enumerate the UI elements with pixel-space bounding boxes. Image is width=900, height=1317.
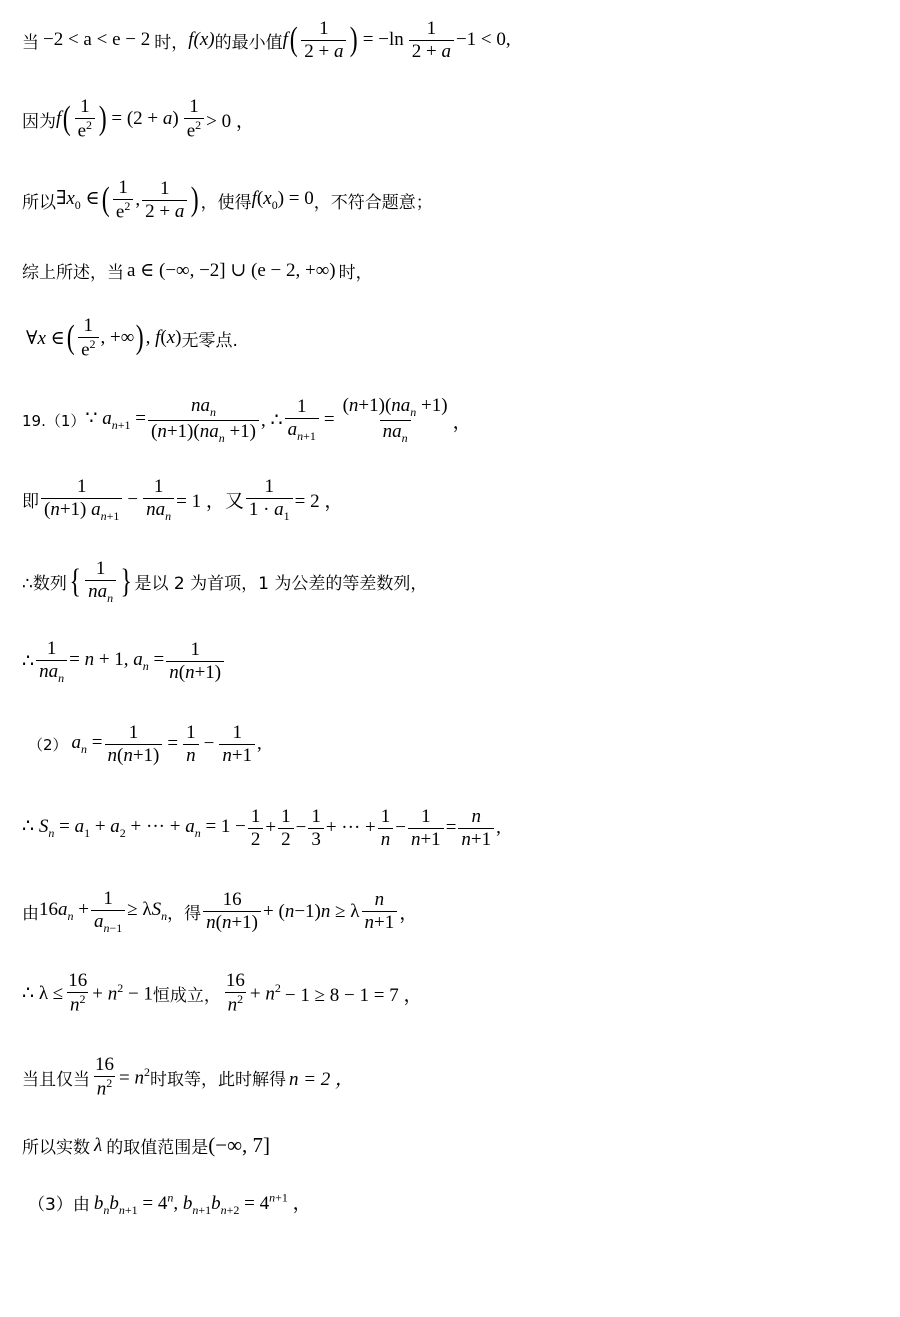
math: , <box>135 189 141 210</box>
brace: { <box>69 562 81 600</box>
brace: } <box>120 562 133 600</box>
math: + $n^2 - 1$ <box>92 980 153 1005</box>
math: ∴ <box>22 651 35 673</box>
math: = 2 ， <box>294 491 344 513</box>
math: ， <box>452 411 472 433</box>
text: 即 <box>22 492 39 513</box>
math: , f(x) <box>145 327 182 348</box>
line-11 <box>22 806 900 851</box>
line-7 <box>22 476 900 523</box>
line-5 <box>26 315 900 361</box>
fraction: $\frac{1}{n}$ <box>378 806 394 851</box>
fraction: $\frac{na_n}{(n+1)(na_n +1)}$ <box>148 395 259 445</box>
math: f <box>282 29 288 51</box>
math: − <box>395 817 406 839</box>
fraction: $\frac{1}{n(n+1)}$ <box>166 639 224 684</box>
math: $a_n$ = <box>71 731 103 756</box>
label: （2） <box>28 735 68 754</box>
math: = n + 1, $a_n$ = <box>69 649 165 674</box>
paren: ( <box>62 100 71 137</box>
line-6 <box>22 395 900 445</box>
math: = (2 + a) <box>111 108 179 129</box>
paren: ) <box>191 181 199 218</box>
fraction: $\frac{1}{e^2}$ <box>184 96 204 142</box>
text: 当 <box>22 32 39 53</box>
math: = $n^2$ <box>119 1064 150 1089</box>
text: ，使得 <box>200 192 252 213</box>
math: , <box>257 733 262 755</box>
math: + $n^2$ <box>249 980 281 1005</box>
paren: ( <box>101 181 110 218</box>
fraction: $\frac{1}{na_n}$ <box>36 638 67 685</box>
math: $\exists x_0$ ∈ <box>56 188 100 212</box>
line-1 <box>22 18 900 63</box>
math: = −ln <box>362 29 404 51</box>
text: 的取值范围是 <box>106 1138 209 1158</box>
math: a ∈ (−∞, −2] ∪ (e − 2, +∞) <box>127 260 336 281</box>
fraction: $\frac{1}{e^2}$ <box>78 315 98 361</box>
math: , ∴ <box>261 409 283 431</box>
label: （3）由 <box>28 1195 90 1216</box>
fraction: $\frac{1}{2 + a}$ <box>142 178 187 223</box>
math: + (n−1)n ≥ λ <box>263 900 360 922</box>
math: − <box>295 817 307 839</box>
math: ∀x ∈ <box>26 327 65 349</box>
fraction: $\frac{1}{2}$ <box>278 806 294 851</box>
paren: ) <box>135 319 144 356</box>
line-4 <box>22 258 900 283</box>
fraction: $\frac{(n+1)(na_n +1)}{na_n}$ <box>342 395 448 445</box>
line-15 <box>22 1133 900 1158</box>
line-14 <box>22 1054 900 1100</box>
math: (−∞, 7] <box>208 1133 271 1157</box>
fraction: $\frac{n}{n+1}$ <box>458 806 494 851</box>
text: ，不符合题意； <box>313 192 433 213</box>
fraction: $\frac{1}{n+1}$ <box>219 722 255 767</box>
math: + ··· + <box>325 817 376 839</box>
fraction: $\frac{1}{2 + a}$ <box>409 18 454 63</box>
line-2 <box>22 96 900 142</box>
fraction: $\frac{1}{a_{n+1}}$ <box>285 396 319 443</box>
math: ， <box>399 903 419 925</box>
condition: −2 < a < e − 2 <box>43 29 151 51</box>
fraction: $\frac{16}{n^2}$ <box>225 970 245 1016</box>
fraction: $\frac{1}{1 \cdot a_1}$ <box>246 476 293 523</box>
fraction: $\frac{n}{n+1}$ <box>362 889 398 934</box>
math: $16a_n$ + <box>39 899 89 924</box>
fraction: $\frac{1}{n}$ <box>183 722 199 767</box>
math: $b_nb_{n+1} = 4^n$, $b_{n+1}b_{n+2} = 4^{n+1}$ ， <box>93 1190 312 1217</box>
text: ，得 <box>167 904 202 925</box>
math: + <box>265 817 277 839</box>
math: −1 < 0, <box>455 29 511 51</box>
math: λ <box>94 1134 103 1156</box>
text: 当且仅当 <box>22 1069 90 1090</box>
text: 无零点. <box>181 330 238 351</box>
text: 的最小值 <box>214 32 283 53</box>
fraction: $\frac{1}{2}$ <box>248 806 264 851</box>
fraction: $\frac{16}{n^2}$ <box>95 1054 114 1100</box>
line-13 <box>22 970 900 1016</box>
paren: ( <box>66 319 75 356</box>
fraction: $\frac{1}{na_n}$ <box>143 476 174 523</box>
math: ≥ $\lambda S_n$ <box>127 899 168 924</box>
math: , +∞ <box>100 327 135 348</box>
fraction: $\frac{16}{n(n+1)}$ <box>203 889 261 934</box>
line-12 <box>22 888 900 935</box>
line-16 <box>28 1188 900 1218</box>
text: 由 <box>22 904 39 925</box>
math: = <box>167 733 179 755</box>
paren: ( <box>289 21 298 59</box>
line-3 <box>22 177 900 223</box>
text: 时， <box>154 32 189 53</box>
math: ∴ $S_n = a_1 + a_2$ + ··· + $a_n = 1$ − <box>22 816 246 841</box>
math: − <box>203 733 215 755</box>
math: ∵ $a_{n+1}$ = <box>85 408 146 432</box>
fraction: $\frac{1}{3}$ <box>308 806 324 851</box>
fraction: $\frac{1}{(n+1) a_{n+1}}$ <box>41 476 122 523</box>
fraction: $\frac{16}{n^2}$ <box>68 970 88 1016</box>
line-9 <box>22 638 900 685</box>
fraction: $\frac{1}{a_{n-1}}$ <box>91 888 125 935</box>
math: n = 2 ， <box>288 1068 355 1090</box>
label: 19.（1） <box>22 411 86 430</box>
math: , <box>496 817 501 839</box>
text: 所以 <box>22 192 56 213</box>
math: = <box>445 817 457 839</box>
fraction: $\frac{1}{n(n+1)}$ <box>105 722 163 767</box>
fraction: $\frac{1}{e^2}$ <box>113 177 133 223</box>
fraction: $\frac{1}{na_n}$ <box>85 558 116 605</box>
math: f(x) <box>188 29 215 51</box>
text: = 1 ，又 <box>176 491 244 513</box>
text: 时， <box>338 263 373 283</box>
math: f <box>56 108 62 129</box>
paren: ) <box>350 21 359 59</box>
math: > 0 ， <box>206 110 255 132</box>
math: − 1 ≥ 8 − 1 = 7 ， <box>284 984 423 1006</box>
math: ∴ λ ≤ <box>22 982 64 1004</box>
paren: ) <box>98 100 107 137</box>
text: 时取等，此时解得 <box>149 1069 286 1090</box>
math: − <box>127 488 139 510</box>
math: = <box>323 409 335 431</box>
line-8 <box>22 558 900 605</box>
line-10 <box>28 722 900 767</box>
math: $f(x_0) = 0$ <box>251 187 314 212</box>
text: 因为 <box>22 111 56 132</box>
text: 恒成立， <box>152 985 221 1006</box>
text: 是以 2 为首项，1 为公差的等差数列， <box>134 574 428 595</box>
text: ∴数列 <box>22 574 67 595</box>
text: 综上所述，当 <box>22 263 124 283</box>
fraction: $\frac{1}{2 + a}$ <box>301 18 346 63</box>
fraction: $\frac{1}{e^2}$ <box>75 96 95 142</box>
text: 所以实数 <box>22 1138 90 1158</box>
fraction: $\frac{1}{n+1}$ <box>408 806 444 851</box>
